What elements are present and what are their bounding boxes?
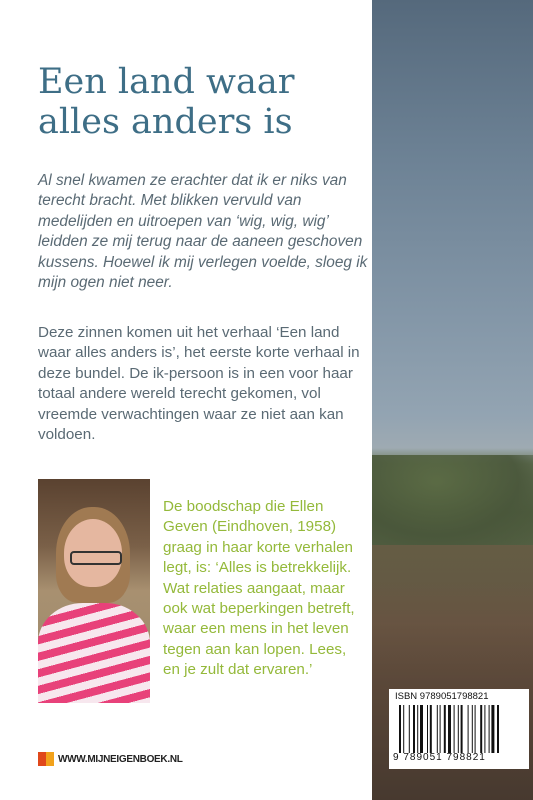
publisher-url: WWW.MIJNEIGENBOEK.NL — [58, 753, 183, 765]
striped-shirt — [38, 603, 150, 703]
publisher-logo — [38, 752, 183, 766]
intro-paragraph: Deze zinnen komen uit het verhaal ‘Een land waar alles anders is’, het eerste korte verhaal in deze bundel. De ik-persoon is in een voor haar totaal andere wereld terecht gekomen, vol vreemde verwachtingen waar ze niet aan kan voldoen. — [38, 324, 360, 444]
author-bio: De boodschap die Ellen Geven (Eindhoven, 1958) graag in haar korte verhalen legt, is: ‘Alles is betrekkelijk. Wat relaties aangaat, maar ook wat beperkingen betreft, waar een mens in het leven tegen aan kan lopen. Lees, en je zult dat ervaren.’ — [163, 498, 355, 679]
isbn-digits: 9 789051 798821 — [393, 752, 486, 763]
isbn-label: ISBN 9789051798821 — [395, 691, 489, 702]
book-title: Een land waar alles anders is — [38, 62, 295, 142]
excerpt-quote: Al snel kwamen ze erachter dat ik er niks van terecht bracht. Met blikken vervuld van medelijden en uitroepen van ‘wig, wig, wig’ leidden ze mij terug naar de aaneen geschoven kussens. Hoewel ik mij verlegen voelde, sloeg ik mijn ogen niet neer. — [38, 172, 368, 292]
author-photo — [38, 479, 150, 703]
publisher-mark-icon — [38, 752, 54, 766]
barcode — [389, 689, 529, 769]
treeline — [372, 455, 533, 545]
landscape-photo — [372, 0, 533, 800]
glasses-icon — [70, 551, 122, 565]
barcode-bars-icon — [399, 705, 523, 753]
